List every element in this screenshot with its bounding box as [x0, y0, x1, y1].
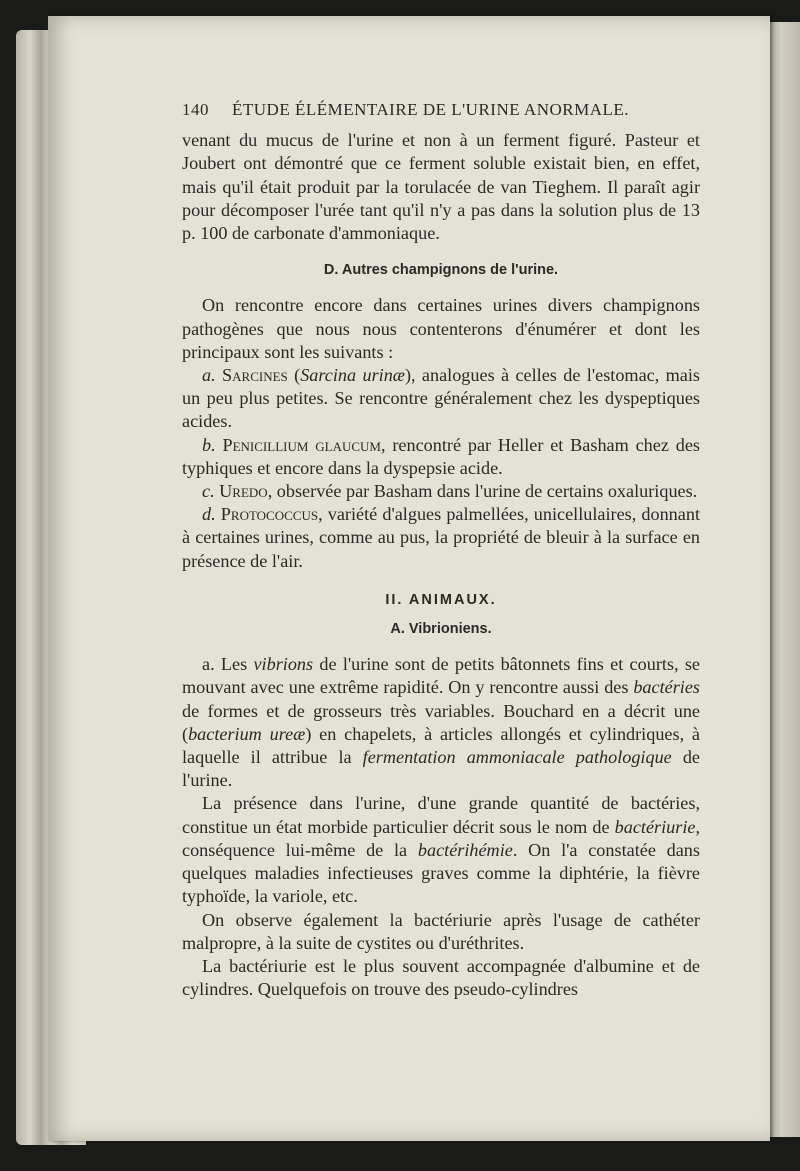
item-a-text: ), analogues à celles de l'estomac, mais un peu plus petites. Se rencontre généralement chez les dyspeptiques acides.	[182, 365, 700, 432]
item-a-latin: Sarcina urinæ	[300, 365, 405, 386]
p3-italic-bacterium: bacterium ureæ	[188, 723, 306, 744]
p3-text-3: de formes et de grosseurs très variables. Bouchard en a décrit une (	[182, 700, 700, 744]
section-d-heading: D. Autres champignons de l'urine.	[323, 262, 559, 279]
p4-text-2: , conséquence lui-même de la	[182, 816, 700, 860]
item-b-name: Penicillium glaucum	[222, 434, 381, 455]
p3-italic-vibrions: vibrions	[253, 654, 314, 675]
item-c	[182, 480, 700, 503]
item-b	[182, 434, 700, 480]
item-b-letter: b.	[202, 434, 216, 455]
item-d-name: Protococcus	[220, 504, 319, 525]
item-b-text: , rencontré par Heller et Basham chez des typhiques et encore dans la dyspepsie acide.	[182, 434, 701, 478]
p3-text-1: a. Les	[202, 654, 254, 675]
page-number: 140	[182, 100, 209, 119]
running-header	[182, 98, 700, 121]
item-c-text: , observée par Basham dans l'urine de certains oxaluriques.	[267, 481, 698, 502]
item-d-text: , variété d'algues palmellées, unicellulaires, donnant à certaines urines, comme au pus, la propriété de bleuir à la surface en présence de l'air.	[182, 504, 700, 571]
paragraph-bacteriurie	[182, 792, 700, 908]
p3-text-5: de l'urine.	[182, 747, 700, 791]
item-c-name: Uredo	[219, 481, 268, 502]
p4-text-1: La présence dans l'urine, d'une grande quantité de bactéries, constitue un état morbide particulier décrit sous le nom de	[182, 793, 700, 837]
item-a-letter: a.	[202, 365, 216, 386]
running-title: ÉTUDE ÉLÉMENTAIRE DE L'URINE ANORMALE.	[232, 100, 630, 119]
facing-page-edge	[768, 22, 800, 1137]
paragraph-cylindres: La bactériurie est le plus souvent accompagnée d'albumine et de cylindres. Quelquefois on trouve des pseudo-cylindres	[182, 955, 700, 1000]
paragraph-catheter: On observe également la bactériurie après l'usage de cathéter malpropre, à la suite de cystites ou d'uréthrites.	[182, 909, 700, 953]
item-a-name: Sarcines	[222, 365, 288, 386]
p3-italic-bacteries: bactéries	[633, 677, 700, 698]
p4-italic-bacteriurie: bactériurie	[614, 816, 696, 837]
section-ii-heading: II. ANIMAUX.	[385, 591, 497, 608]
p3-italic-fermentation: fermentation ammoniacale pathologique	[362, 747, 672, 768]
paragraph-vibrions	[182, 653, 700, 792]
item-d	[182, 503, 700, 573]
item-a	[182, 364, 700, 434]
section-a-heading: A. Vibrioniens.	[390, 621, 492, 638]
p3-text-2: de l'urine sont de petits bâtonnets fins et courts, se mouvant avec une extrême rapidité. On y rencontre aussi des	[182, 654, 700, 698]
p4-text-3: . On l'a constatée dans quelques maladies infectieuses graves comme la diphtérie, la fièvre typhoïde, la variole, etc.	[182, 839, 700, 907]
item-d-letter: d.	[202, 504, 216, 525]
paragraph-2: On rencontre encore dans certaines urines divers champignons pathogènes que nous nous contenterons d'énumérer et dont les principaux sont les suivants :	[182, 295, 700, 362]
p3-text-4: ) en chapelets, à articles allongés et cylindriques, à laquelle il attribue la	[182, 723, 700, 768]
page-content	[182, 98, 700, 1001]
item-a-paren: (	[287, 365, 301, 386]
item-c-letter: c.	[202, 481, 215, 502]
paragraph-1: venant du mucus de l'urine et non à un ferment figuré. Pasteur et Joubert ont démontré que ce ferment soluble existait bien, en effet, mais qu'il était produit par la torulacée de van Tieghem. Il paraît agir pour décomposer l'urée tant qu'il n'y a pas dans la solution plus de 13 p. 100 de carbonate d'ammoniaque.	[182, 130, 700, 244]
p4-italic-bacterihemie: bactérihémie	[417, 839, 513, 860]
